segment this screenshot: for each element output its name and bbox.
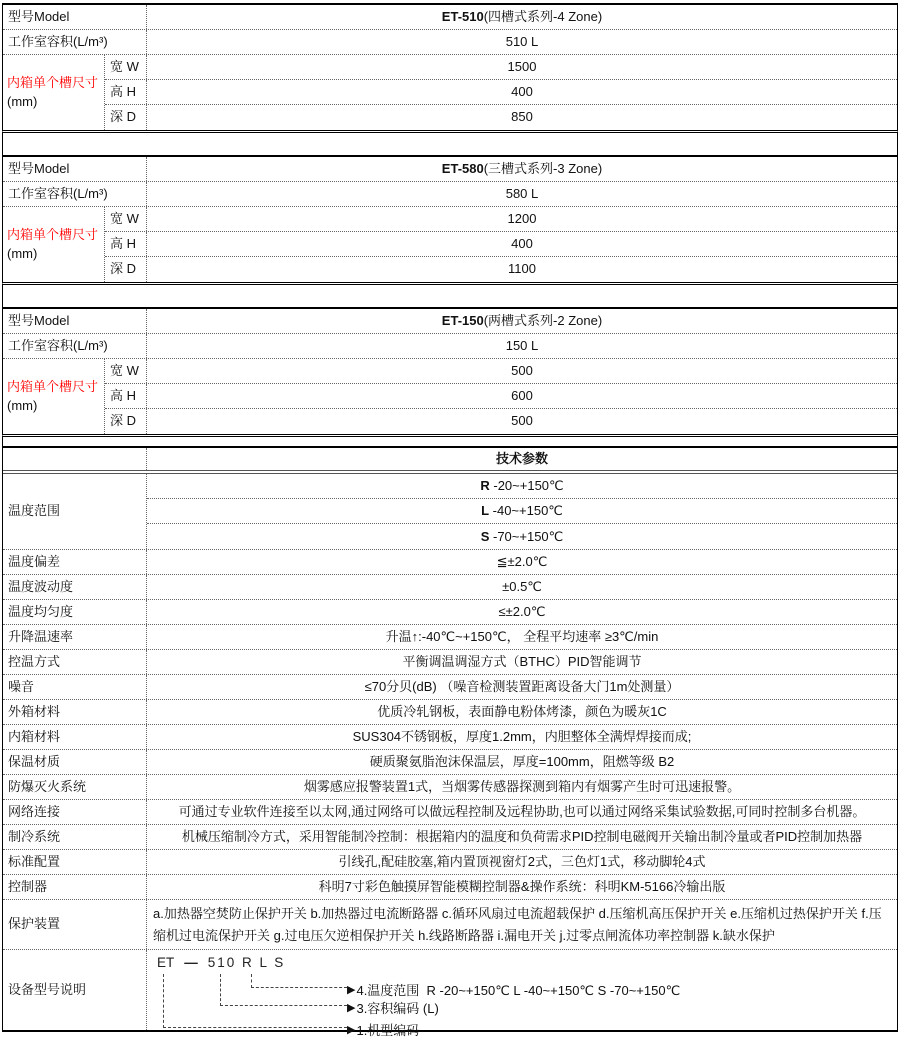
model-label: 型号Model xyxy=(3,309,147,333)
table-row xyxy=(3,5,897,30)
inner-dim-unit: (mm) xyxy=(7,245,38,261)
model-name: ET-150 xyxy=(441,312,484,328)
dimension-grid xyxy=(105,207,897,282)
model-series: (四槽式系列-4 Zone) xyxy=(483,8,603,24)
model-label: 型号Model xyxy=(3,5,147,29)
tech-row-temp-deviation: 温度偏差 ≦±2.0℃ xyxy=(3,550,897,575)
tech-row-controller: 控制器 科明7寸彩色触摸屏智能模糊控制器&操作系统：科明KM-5166冷输出版 xyxy=(3,875,897,900)
arrow-icon: ▶ xyxy=(347,984,356,996)
height-row xyxy=(105,384,897,409)
dimensions-row xyxy=(3,207,897,282)
inner-dim-label xyxy=(3,55,105,130)
height-label: 高 H xyxy=(105,384,147,408)
model-label: 型号Model xyxy=(3,157,147,181)
depth-row xyxy=(105,105,897,130)
table-row xyxy=(3,30,897,55)
inner-dim-unit: (mm) xyxy=(7,93,38,109)
protection-value: a.加热器空焚防止保护开关 b.加热器过电流断路器 c.循环风扇过电流超载保护 d.压缩机高压保护开关 e.压缩机过热保护开关 f.压缩机过电流保护开关 g.过电压欠逆相保护开关 h.线路断路器 i.漏电开关 j.过零点闸流体功率控制器 k.缺水保护 xyxy=(153,906,882,943)
inner-dim-title: 内箱单个槽尺寸 xyxy=(7,378,99,394)
width-value: 1200 xyxy=(507,210,537,226)
tech-row-fire-system: 防爆灭火系统 烟雾感应报警装置1式，当烟雾传感器探测到箱内有烟雾产生时可迅速报警。 xyxy=(3,775,897,800)
spec-sheet xyxy=(2,3,898,1038)
inner-dim-label xyxy=(3,359,105,434)
dimension-grid xyxy=(105,359,897,434)
tech-header-empty xyxy=(3,448,147,470)
arrow-icon: ▶ xyxy=(347,1002,356,1014)
tech-row-outer-material: 外箱材料 优质冷轧钢板，表面静电粉体烤漆，颜色为暖灰1C xyxy=(3,700,897,725)
spec-table-et150 xyxy=(2,307,898,437)
depth-label: 深 D xyxy=(105,409,147,434)
temp-range-row xyxy=(3,474,897,550)
volume-value: 510 L xyxy=(505,33,539,49)
model-series: (两槽式系列-2 Zone) xyxy=(483,312,603,328)
temp-range-s: S -70~+150℃ xyxy=(480,528,564,544)
model-code-string: ET — 510 R L S xyxy=(157,955,286,970)
model-code-label: 设备型号说明 xyxy=(3,950,147,1030)
inner-dim-title: 内箱单个槽尺寸 xyxy=(7,226,99,242)
width-label: 宽 W xyxy=(105,207,147,231)
spec-table-et580 xyxy=(2,155,898,285)
table-row xyxy=(3,334,897,359)
volume-label: 工作室容积(L/m³) xyxy=(3,334,147,358)
depth-label: 深 D xyxy=(105,257,147,282)
tech-header-row xyxy=(3,448,897,474)
temp-range-l: L -40~+150℃ xyxy=(147,499,897,524)
dimension-grid xyxy=(105,55,897,130)
tech-row-ramp-rate: 升降温速率 升温↑:-40℃~+150℃， 全程平均速率 ≥3℃/min xyxy=(3,625,897,650)
code-item-machine-code: ▶ 1.机型编码 xyxy=(347,1023,420,1038)
height-value: 400 xyxy=(511,235,533,251)
table-row xyxy=(3,157,897,182)
arrow-icon: ▶ xyxy=(347,1024,356,1036)
temp-range-label: 温度范围 xyxy=(3,474,147,549)
inner-dim-label xyxy=(3,207,105,282)
width-row xyxy=(105,359,897,384)
height-label: 高 H xyxy=(105,232,147,256)
depth-value: 850 xyxy=(511,109,533,125)
model-code-row xyxy=(3,950,897,1038)
height-row xyxy=(105,232,897,257)
table-row xyxy=(3,309,897,334)
depth-row xyxy=(105,409,897,434)
tech-row-refrigeration: 制冷系统 机械压缩制冷方式，采用智能制冷控制：根据箱内的温度和负荷需求PID控制电磁阀开关输出制冷量或者PID控制加热器 xyxy=(3,825,897,850)
depth-label: 深 D xyxy=(105,105,147,130)
tech-row-protection: 保护装置 a.加热器空焚防止保护开关 b.加热器过电流断路器 c.循环风扇过电流超载保护 d.压缩机高压保护开关 e.压缩机过热保护开关 f.压缩机过电流保护开关 g.过电压欠逆相保护开关 h.线路断路器 i.漏电开关 j.过零点闸流体功率控制器 k.缺水保护 xyxy=(3,900,897,950)
tech-row-insulation: 保温材质 硬质聚氨脂泡沫保温层，厚度=100mm，阻燃等级 B2 xyxy=(3,750,897,775)
temp-range-r: R -20~+150℃ xyxy=(147,474,897,499)
model-value xyxy=(147,157,897,181)
width-value: 500 xyxy=(511,362,533,378)
width-row xyxy=(105,207,897,232)
table-separator xyxy=(2,437,898,446)
height-row xyxy=(105,80,897,105)
depth-row xyxy=(105,257,897,282)
inner-dim-title: 内箱单个槽尺寸 xyxy=(7,74,99,90)
tech-row-temp-uniformity: 温度均匀度 ≤±2.0℃ xyxy=(3,600,897,625)
width-row xyxy=(105,55,897,80)
dimensions-row xyxy=(3,55,897,130)
height-value: 400 xyxy=(511,83,533,99)
tech-row-noise: 噪音 ≤70分贝(dB) （噪音检测装置距离设备大门1m处测量） xyxy=(3,675,897,700)
width-label: 宽 W xyxy=(105,55,147,79)
table-separator xyxy=(2,133,898,155)
volume-value: 150 L xyxy=(505,337,539,353)
model-value xyxy=(147,309,897,333)
width-label: 宽 W xyxy=(105,359,147,383)
spec-table-et510 xyxy=(2,3,898,133)
tech-header-title: 技术参数 xyxy=(495,450,548,466)
model-value xyxy=(147,5,897,29)
volume-value: 580 L xyxy=(505,185,539,201)
dimensions-row xyxy=(3,359,897,434)
height-label: 高 H xyxy=(105,80,147,104)
width-value: 1500 xyxy=(507,58,537,74)
tech-parameters-table xyxy=(2,446,898,1038)
height-value: 600 xyxy=(511,387,533,403)
volume-label: 工作室容积(L/m³) xyxy=(3,30,147,54)
model-name: ET-510 xyxy=(441,8,484,24)
model-name: ET-580 xyxy=(441,160,484,176)
table-row xyxy=(3,182,897,207)
connector-line-machine-code xyxy=(163,974,347,1028)
temp-range-grid xyxy=(147,474,897,549)
tech-row-control-mode: 控温方式 平衡调温调湿方式（BTHC）PID智能调节 xyxy=(3,650,897,675)
tech-row-temp-fluctuation: 温度波动度 ±0.5℃ xyxy=(3,575,897,600)
model-series: (三槽式系列-3 Zone) xyxy=(483,160,603,176)
model-code-diagram xyxy=(147,950,897,1038)
tech-row-network: 网络连接 可通过专业软件连接至以太网,通过网络可以做远程控制及远程协助,也可以通过网络采集试验数据,可同时控制多台机器。 xyxy=(3,800,897,825)
table-separator xyxy=(2,285,898,307)
depth-value: 1100 xyxy=(508,261,536,277)
depth-value: 500 xyxy=(511,413,533,429)
inner-dim-unit: (mm) xyxy=(7,397,38,413)
tech-row-inner-material: 内箱材料 SUS304不锈钢板，厚度1.2mm，内胆整体全满焊焊接而成; xyxy=(3,725,897,750)
code-item-temp-range: ▶ 4.温度范围 R -20~+150℃ L -40~+150℃ S -70~+150℃ xyxy=(347,983,681,998)
volume-label: 工作室容积(L/m³) xyxy=(3,182,147,206)
tech-row-standard-config: 标准配置 引线孔,配硅胶塞,箱内置顶视窗灯2式，三色灯1式，移动脚轮4式 xyxy=(3,850,897,875)
code-item-volume-code: ▶ 3.容积编码 (L) xyxy=(347,1001,439,1016)
